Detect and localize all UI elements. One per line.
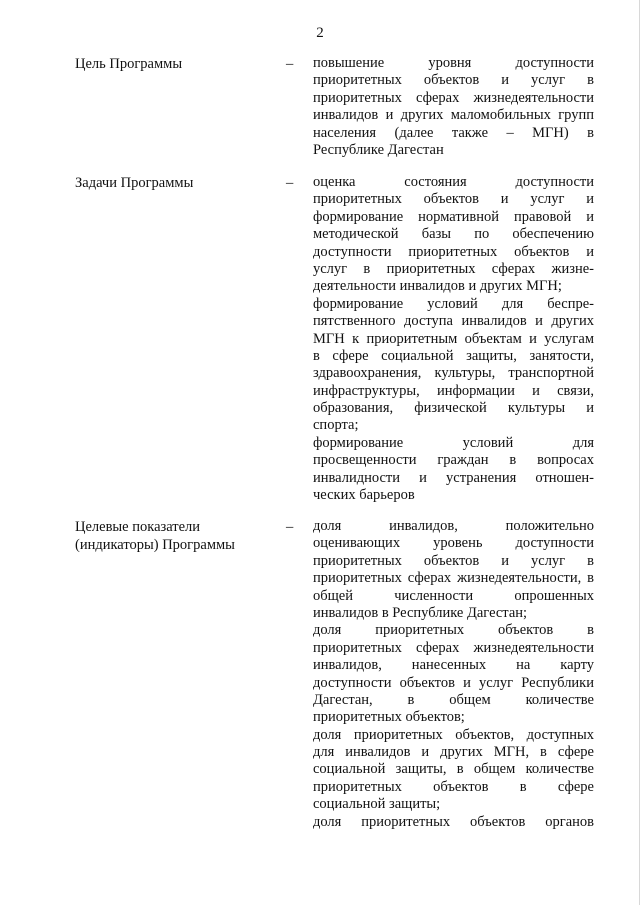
goal-line: приоритетных сферах жизнедеятельности [313,89,594,106]
page-number: 2 [316,25,324,41]
tasks-line: здравоохранения, культуры, транспортной [313,365,594,382]
tasks-line: формирование условий для [313,434,594,451]
tasks-line: формирование нормативной правовой и [313,208,594,225]
indicators-line: оценивающих уровень доступности [313,535,594,552]
indicators-line: приоритетных сферах жизнедеятельности, в [313,570,594,587]
tasks-dash: – [286,175,294,191]
tasks-line: инвалидности и устранения отношен- [313,469,594,486]
indicators-line: для инвалидов и других МГН, в сфере [313,744,594,761]
indicators-line: общей численности опрошенных [313,587,594,604]
goal-line: Республике Дагестан [313,141,444,158]
indicators-line: социальной защиты; [313,796,441,813]
goal-line: населения (далее также – МГН) в [313,124,594,141]
indicators-line: приоритетных объектов и услуг в [313,552,594,569]
tasks-line: услуг в приоритетных сферах жизне- [313,260,594,277]
tasks-line: методической базы по обеспечению [313,226,594,243]
goal-line: приоритетных объектов и услуг в [313,72,594,89]
tasks-line: просвещенности граждан в вопросах [313,452,594,469]
tasks-line: деятельности инвалидов и других МГН; [313,278,562,295]
indicators-label-line: Целевые показатели [75,519,201,535]
tasks-line: оценка состояния доступности [313,174,594,190]
indicators-line: приоритетных сферах жизнедеятельности [313,639,594,656]
indicators-text [313,518,594,831]
tasks-line: формирование условий для беспре- [313,295,594,312]
indicators-line: инвалидов, нанесенных на карту [313,657,594,674]
indicators-line: доля приоритетных объектов органов [313,813,594,830]
indicators-line: доля приоритетных объектов в [313,622,594,639]
tasks-line: приоритетных объектов и услуг и [313,191,594,208]
goal-line: инвалидов и других маломобильных групп [313,107,594,124]
indicators-line: доступности объектов и услуг Республики [313,674,594,691]
indicators-line: приоритетных объектов в сфере [313,778,594,795]
indicators-line: инвалидов в Республике Дагестан; [313,604,528,621]
goal-dash: – [286,56,294,72]
tasks-line: спорта; [313,417,359,434]
indicators-line: Дагестан, в общем количестве [313,691,594,708]
indicators-line: социальной защиты, в общем количестве [313,761,594,778]
tasks-line: пятственного доступа инвалидов и других [313,313,594,330]
indicators-line: приоритетных объектов; [313,709,465,726]
indicators-line: доля приоритетных объектов, доступных [313,726,594,743]
tasks-line: МГН к приоритетным объектам и услугам [313,330,594,347]
tasks-line: доступности приоритетных объектов и [313,243,594,260]
tasks-line: в сфере социальной защиты, занятости, [313,347,594,364]
tasks-label: Задачи Программы [75,175,194,191]
tasks-text [313,174,594,504]
indicators-label [75,518,275,554]
indicators-dash: – [286,519,294,535]
goal-text [313,55,594,159]
goal-line: повышение уровня доступности [313,55,594,71]
goal-label: Цель Программы [75,56,183,72]
tasks-line: образования, физической культуры и [313,400,594,417]
indicators-label-line: (индикаторы) Программы [75,537,235,553]
tasks-line: ческих барьеров [313,487,415,504]
tasks-line: инфраструктуры, информации и связи, [313,382,594,399]
indicators-line: доля инвалидов, положительно [313,518,594,534]
